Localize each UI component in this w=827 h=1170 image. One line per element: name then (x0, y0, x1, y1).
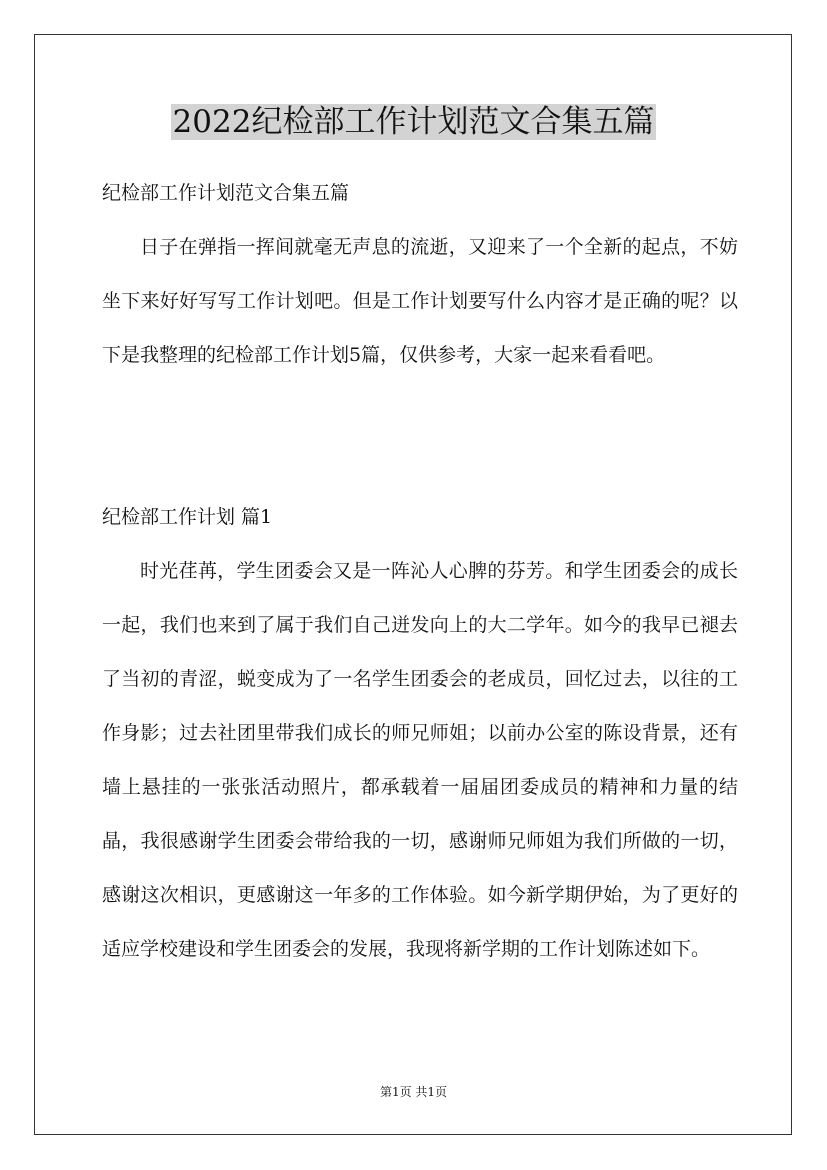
section-heading: 纪检部工作计划 篇1 (102, 506, 273, 528)
page-footer: 第1页 共1页 (379, 1085, 448, 1099)
intro-paragraph: 日子在弹指一挥间就毫无声息的流逝，又迎来了一个全新的起点，不妨坐下来好好写写工作计划吧。但是工作计划要写什么内容才是正确的呢？以下是我整理的纪检部工作计划5篇，仅供参考，大家一起来看看吧。 (102, 236, 738, 366)
document-title (0, 101, 827, 143)
document-title-text: 2022纪检部工作计划范文合集五篇 (172, 104, 655, 140)
document-subtitle: 纪检部工作计划范文合集五篇 (102, 182, 350, 204)
body-paragraph: 时光荏苒，学生团委会又是一阵沁人心脾的芬芳。和学生团委会的成长一起，我们也来到了属于我们自己迸发向上的大二学年。如今的我早已褪去了当初的青涩，蜕变成为了一名学生团委会的老成员，回忆过去，以往的工作身影；过去社团里带我们成长的师兄师姐；以前办公室的陈设背景，还有墙上悬挂的一张张活动照片，都承载着一届届团委成员的精神和力量的结晶，我很感谢学生团委会带给我的一切，感谢师兄师姐为我们所做的一切，感谢这次相识，更感谢这一年多的工作体验。如今新学期伊始，为了更好的适应学校建设和学生团委会的发展，我现将新学期的工作计划陈述如下。 (102, 560, 738, 960)
